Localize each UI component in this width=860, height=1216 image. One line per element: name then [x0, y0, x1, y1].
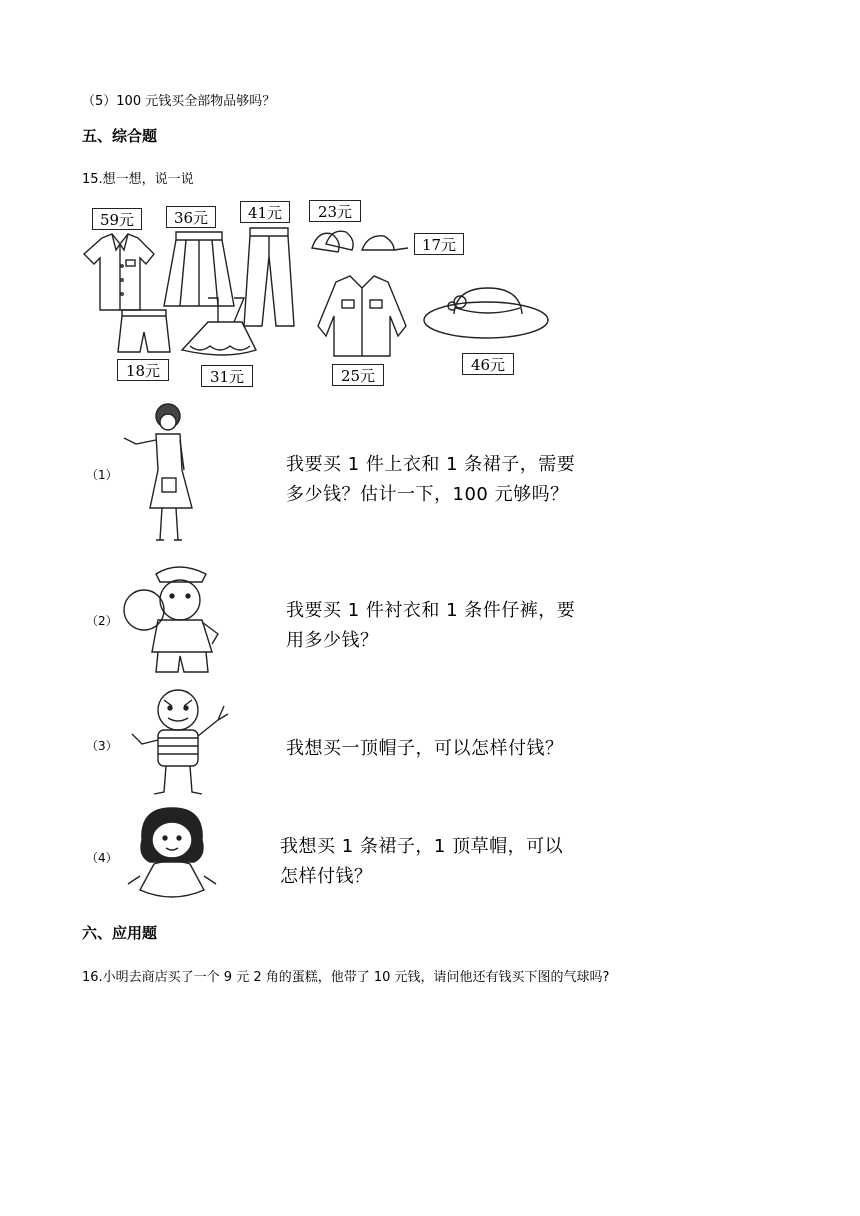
sub-question-2-line-1: 我要买 1 件衬衣和 1 条件仔裤，要: [286, 600, 576, 621]
doll-figure-icon: [122, 804, 222, 904]
price-trousers: 41元: [240, 201, 290, 223]
sub-question-4-line-2: 怎样付钱？: [280, 866, 373, 887]
caps-drawing: [312, 231, 408, 252]
sub-question-4-number: （4）: [86, 851, 118, 865]
price-cap-small: 17元: [414, 233, 464, 255]
q16-text: 16.小明去商店买了一个 9 元 2 角的蛋糕，他带了 10 元钱，请问他还有钱买下图的气球吗?: [82, 970, 610, 985]
trousers-drawing: [244, 228, 294, 326]
price-dress: 31元: [201, 365, 253, 387]
sub-question-1-line-1: 我要买 1 件上衣和 1 条裙子，需要: [286, 454, 576, 475]
price-caps: 23元: [309, 200, 361, 222]
section-6-heading: 六、应用题: [82, 924, 158, 942]
price-jacket: 25元: [332, 364, 384, 386]
jacket-drawing: [318, 276, 406, 356]
q15-prompt: 15.想一想，说一说: [82, 172, 194, 187]
shirt-drawing: [84, 234, 154, 310]
sub-question-4-line-1: 我想买 1 条裙子，1 顶草帽，可以: [280, 836, 564, 857]
tiger-figure-icon: [124, 684, 234, 804]
section-5-heading: 五、综合题: [82, 127, 158, 145]
boy-figure-icon: [122, 560, 228, 680]
price-straw-hat: 46元: [462, 353, 514, 375]
straw-hat-drawing: [424, 288, 548, 338]
skirt-drawing: [164, 232, 234, 306]
sub-question-3-number: （3）: [86, 739, 118, 753]
sub-question-1-number: （1）: [86, 468, 118, 482]
sub-question-2-number: （2）: [86, 614, 118, 628]
q14-item-5: （5）100 元钱买全部物品够吗？: [82, 94, 276, 109]
price-shorts: 18元: [117, 359, 169, 381]
sub-question-2-line-2: 用多少钱？: [286, 630, 379, 651]
price-shirt: 59元: [92, 208, 142, 230]
price-skirt: 36元: [166, 206, 216, 228]
shorts-drawing: [118, 310, 170, 352]
girl-figure-icon: [122, 400, 202, 548]
sub-question-1-line-2: 多少钱？估计一下，100 元够吗？: [286, 484, 569, 505]
sub-question-3-line-1: 我想买一顶帽子，可以怎样付钱？: [286, 738, 564, 759]
